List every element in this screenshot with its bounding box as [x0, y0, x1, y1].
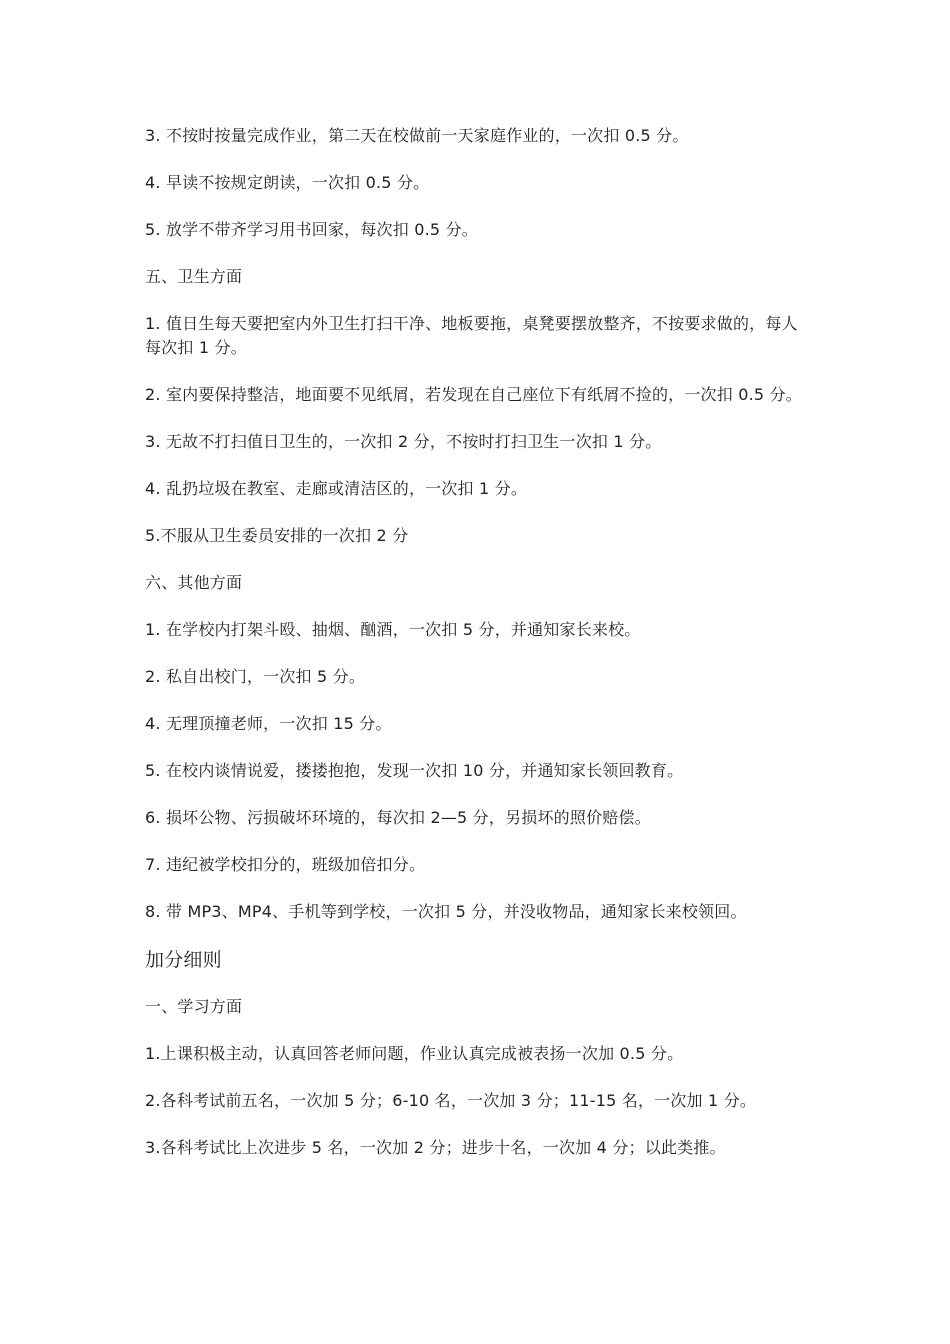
paragraph: 1. 值日生每天要把室内外卫生打扫干净、地板要拖，桌凳要摆放整齐，不按要求做的，每人每次扣 1 分。 [145, 314, 798, 357]
paragraph: 2. 室内要保持整洁，地面要不见纸屑，若发现在自己座位下有纸屑不捡的，一次扣 0.5 分。 [145, 385, 802, 404]
document-body [145, 124, 810, 1183]
paragraph: 3. 无故不打扫值日卫生的，一次扣 2 分，不按时打扫卫生一次扣 1 分。 [145, 432, 662, 451]
paragraph: 5. 放学不带齐学习用书回家，每次扣 0.5 分。 [145, 220, 478, 239]
paragraph: 8. 带 MP3、MP4、手机等到学校，一次扣 5 分，并没收物品，通知家长来校领回。 [145, 902, 747, 921]
section-heading: 一、学习方面 [145, 997, 243, 1016]
section-heading: 五、卫生方面 [145, 267, 243, 286]
paragraph: 6. 损坏公物、污损破坏环境的，每次扣 2—5 分，另损坏的照价赔偿。 [145, 808, 651, 827]
paragraph: 4. 无理顶撞老师，一次扣 15 分。 [145, 714, 392, 733]
paragraph: 4. 早读不按规定朗读，一次扣 0.5 分。 [145, 173, 430, 192]
paragraph: 2. 私自出校门，一次扣 5 分。 [145, 667, 366, 686]
paragraph: 3.各科考试比上次进步 5 名，一次加 2 分；进步十名，一次加 4 分；以此类推。 [145, 1138, 726, 1157]
section-heading: 六、其他方面 [145, 573, 243, 592]
document-title: 加分细则 [145, 949, 222, 971]
paragraph: 5. 在校内谈情说爱，搂搂抱抱，发现一次扣 10 分，并通知家长领回教育。 [145, 761, 684, 780]
paragraph: 1. 在学校内打架斗殴、抽烟、酗酒，一次扣 5 分，并通知家长来校。 [145, 620, 641, 639]
paragraph: 4. 乱扔垃圾在教室、走廊或清洁区的，一次扣 1 分。 [145, 479, 528, 498]
paragraph: 1.上课积极主动，认真回答老师问题，作业认真完成被表扬一次加 0.5 分。 [145, 1044, 684, 1063]
paragraph: 7. 违纪被学校扣分的，班级加倍扣分。 [145, 855, 426, 874]
paragraph: 2.各科考试前五名，一次加 5 分；6-10 名，一次加 3 分；11-15 名，一次加 1 分。 [145, 1091, 757, 1110]
paragraph: 3. 不按时按量完成作业，第二天在校做前一天家庭作业的，一次扣 0.5 分。 [145, 126, 689, 145]
paragraph: 5.不服从卫生委员安排的一次扣 2 分 [145, 526, 409, 545]
